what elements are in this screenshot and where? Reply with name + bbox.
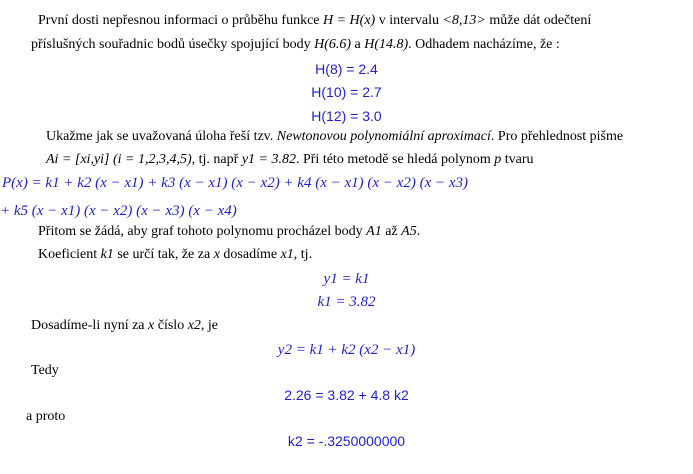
estimate-h10: H(10) = 2.7 bbox=[311, 84, 382, 100]
text-tedy: Tedy bbox=[31, 363, 59, 378]
estimate-h8: H(8) = 2.4 bbox=[315, 61, 378, 77]
interval: <8,13> bbox=[442, 13, 486, 28]
function-name: H = H(x) bbox=[323, 13, 376, 28]
paragraph-line-3 bbox=[46, 128, 623, 146]
text: . bbox=[416, 224, 421, 239]
paragraph-line-6 bbox=[38, 246, 312, 264]
text: v intervalu bbox=[375, 13, 443, 28]
paragraph-line-7 bbox=[31, 317, 218, 335]
text: , je bbox=[200, 318, 219, 333]
text: Dosadíme-li nyní za bbox=[31, 318, 149, 333]
text: Ukažme jak se uvažovaná úloha řeší tzv. bbox=[46, 129, 277, 144]
text: , tj. bbox=[293, 247, 313, 262]
text: . Při této metodě se hledá polynom bbox=[295, 152, 495, 167]
text: příslušných souřadnic bodů úsečky spojující body bbox=[31, 37, 315, 52]
estimate-h12: H(12) = 3.0 bbox=[311, 108, 382, 124]
text: tvaru bbox=[501, 152, 534, 167]
point-a5: A5 bbox=[401, 224, 417, 239]
k1-symbol: k1 bbox=[100, 247, 114, 262]
equation-numeric: 2.26 = 3.82 + 4.8 k2 bbox=[284, 387, 409, 403]
paragraph-line-5 bbox=[38, 223, 420, 241]
text: číslo bbox=[154, 318, 188, 333]
text: . Pro přehlednost pišme bbox=[490, 129, 624, 144]
x1-symbol: x1 bbox=[280, 247, 294, 262]
polynomial-line-2: + k5 (x − x1) (x − x2) (x − x3) (x − x4) bbox=[0, 203, 237, 219]
point-b: H(14.8) bbox=[364, 37, 409, 52]
equation-y2: y2 = k1 + k2 (x2 − x1) bbox=[277, 342, 416, 358]
text: může dát odečtení bbox=[485, 13, 592, 28]
paragraph-line-1 bbox=[38, 12, 591, 30]
point-a1: A1 bbox=[366, 224, 382, 239]
point-a: H(6.6) bbox=[314, 37, 352, 52]
text: dosadíme bbox=[219, 247, 281, 262]
paragraph-line-2 bbox=[31, 36, 560, 54]
x-symbol: x bbox=[213, 247, 220, 262]
equation-y1: y1 = k1 bbox=[323, 271, 370, 287]
text: Koeficient bbox=[38, 247, 101, 262]
equation-k1: k1 = 3.82 bbox=[317, 294, 376, 310]
text: , tj. např bbox=[191, 152, 242, 167]
method-name: Newtonovou polynomiální aproximací bbox=[276, 129, 491, 144]
text: . Odhadem nacházíme, že : bbox=[408, 37, 560, 52]
text: Přitom se žádá, aby graf tohoto polynomu procházel body bbox=[38, 224, 367, 239]
text-a-proto: a proto bbox=[26, 409, 66, 424]
text: a bbox=[351, 37, 365, 52]
text: se určí tak, že za bbox=[113, 247, 214, 262]
polynomial-line-1: P(x) = k1 + k2 (x − x1) + k3 (x − x1) (x − x2) + k4 (x − x1) (x − x2) (x − x3) bbox=[2, 175, 468, 191]
example: y1 = 3.82 bbox=[241, 152, 296, 167]
x-symbol: x bbox=[148, 318, 155, 333]
equation-k2: k2 = -.3250000000 bbox=[287, 433, 406, 449]
paragraph-line-4 bbox=[46, 151, 534, 169]
x2-symbol: x2 bbox=[187, 318, 201, 333]
polynomial-symbol: p bbox=[494, 152, 502, 167]
text: až bbox=[381, 224, 402, 239]
point-definition: Ai = [xi,yi] (i = 1,2,3,4,5) bbox=[46, 152, 192, 167]
text: První dosti nepřesnou informaci o průběhu funkce bbox=[38, 13, 323, 28]
